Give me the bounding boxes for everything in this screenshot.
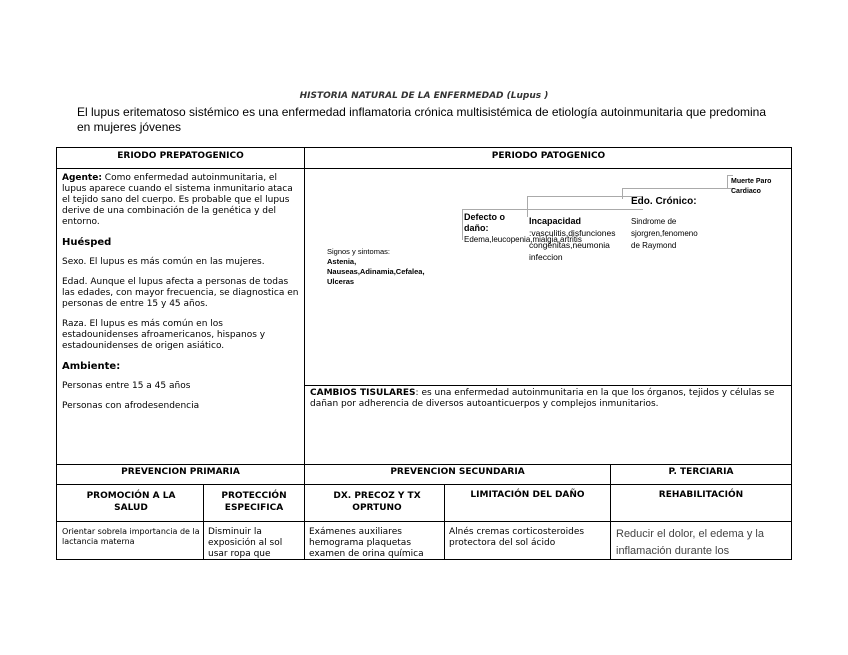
edad-text: Edad. Aunque el lupus afecta a personas de todas las edades, con mayor frecuencia, se diagnostica en personas de entre 15 y 45 años. — [62, 277, 299, 309]
promocion-value: Orientar sobrela importancia de la lactancia materna — [62, 527, 200, 546]
dx-header: DX. PRECOZ Y TX OPRTUNO — [333, 491, 421, 513]
col-divider-1 — [203, 484, 204, 559]
patogenic-header: PERIODO PATOGENICO — [491, 151, 606, 161]
prevencion-primaria-header: PREVENCION PRIMARIA — [121, 467, 240, 477]
raza-text: Raza. El lupus es más común en los estadounidenses afroamericanos, hispanos y estadounidenses de origen asiático. — [62, 319, 266, 351]
prevention-divider — [57, 464, 791, 465]
limitacion-value: Alnés cremas corticosteroides protectora del sol ácido — [449, 527, 585, 548]
cambios-label: CAMBIOS TISULARES — [310, 388, 416, 398]
incapacidad-label: Incapacidad — [529, 216, 582, 226]
dx-value: Exámenes auxiliares hemograma plaquetas examen de orina química — [309, 527, 424, 559]
signos-text: Astenia, Nauseas,Adinamia,Cefalea, Ulceras — [327, 257, 425, 286]
promocion-header: PROMOCIÓN A LA SALUD — [86, 491, 176, 513]
intro-paragraph: El lupus eritematoso sistémico es una enfermedad inflamatoria crónica multisistémica de etiología autoinmunitaria que predomina en mujeres jóvenes — [77, 105, 767, 134]
agente-label: Agente: — [62, 173, 102, 183]
proteccion-header: PROTECCIÓN ESPECIFICA — [221, 491, 287, 513]
prepatogenic-content — [62, 173, 300, 421]
prevencion-terciaria-header: P. TERCIARIA — [668, 467, 734, 477]
incapacidad-text: :vasculitis,disfunciones congénitas,neumonia infeccion — [529, 228, 616, 262]
stair-step-2 — [527, 196, 643, 217]
ambiente-label: Ambiente: — [62, 361, 121, 372]
proteccion-value: Disminuir la exposición al sol usar ropa que — [208, 527, 283, 559]
defecto-text: Edema,leucopenia,mialgia,artritis — [464, 235, 582, 244]
natural-history-table — [56, 147, 792, 560]
header-divider — [57, 168, 791, 169]
prevencion-secundaria-header: PREVENCION SECUNDARIA — [390, 467, 525, 477]
cambios-text: : es una enfermedad autoinmunitaria en la que los órganos, tejidos y células se dañan por adherencia de diversos autoanticuerpos y complejos inmunitarios. — [310, 388, 775, 409]
agente-text: Como enfermedad autoinmunitaria, el lupus aparece cuando el sistema inmunitario ataca el tejido sano del cuerpo. Es probable que el lupus derive de una combinación de la genética y del entorno. — [62, 173, 293, 227]
signos-stage — [327, 247, 445, 287]
incapacidad-stage — [529, 215, 619, 277]
cambios-divider — [304, 385, 791, 386]
cronico-text: Sindrome de sjorgren,fenomeno de Raymond — [631, 217, 698, 250]
cronico-stage — [631, 196, 707, 252]
divider-prepatogenic — [304, 148, 305, 559]
prepatogenic-header: ERIODO PREPATOGENICO — [117, 151, 244, 161]
defecto-label: Defecto o daño: — [464, 212, 506, 233]
signos-label: Signos y sintomas: — [327, 247, 390, 256]
prevention-subheader-divider — [57, 484, 791, 485]
rehabilitacion-value: Reducir el dolor, el edema y la inflamación durante los — [616, 528, 764, 557]
ambiente-item-2: Personas con afrodesendencia — [62, 401, 200, 411]
muerte-label: Muerte Paro Cardiaco — [731, 178, 772, 195]
cronico-label: Edo. Crónico: — [631, 196, 697, 207]
sexo-text: Sexo. El lupus es más común en las mujeres. — [62, 257, 265, 267]
cambios-tisulares — [310, 388, 788, 410]
rehabilitacion-header: REHABILITACIÓN — [658, 490, 744, 500]
prevention-column-divider — [57, 521, 791, 522]
document-title: HISTORIA NATURAL DE LA ENFERMEDAD (Lupus ) — [299, 91, 549, 101]
ambiente-item-1: Personas entre 15 a 45 años — [62, 381, 191, 391]
col-divider-3 — [610, 464, 611, 559]
huesped-label: Huésped — [62, 237, 112, 248]
limitacion-header: LIMITACIÓN DEL DAÑO — [470, 490, 585, 500]
